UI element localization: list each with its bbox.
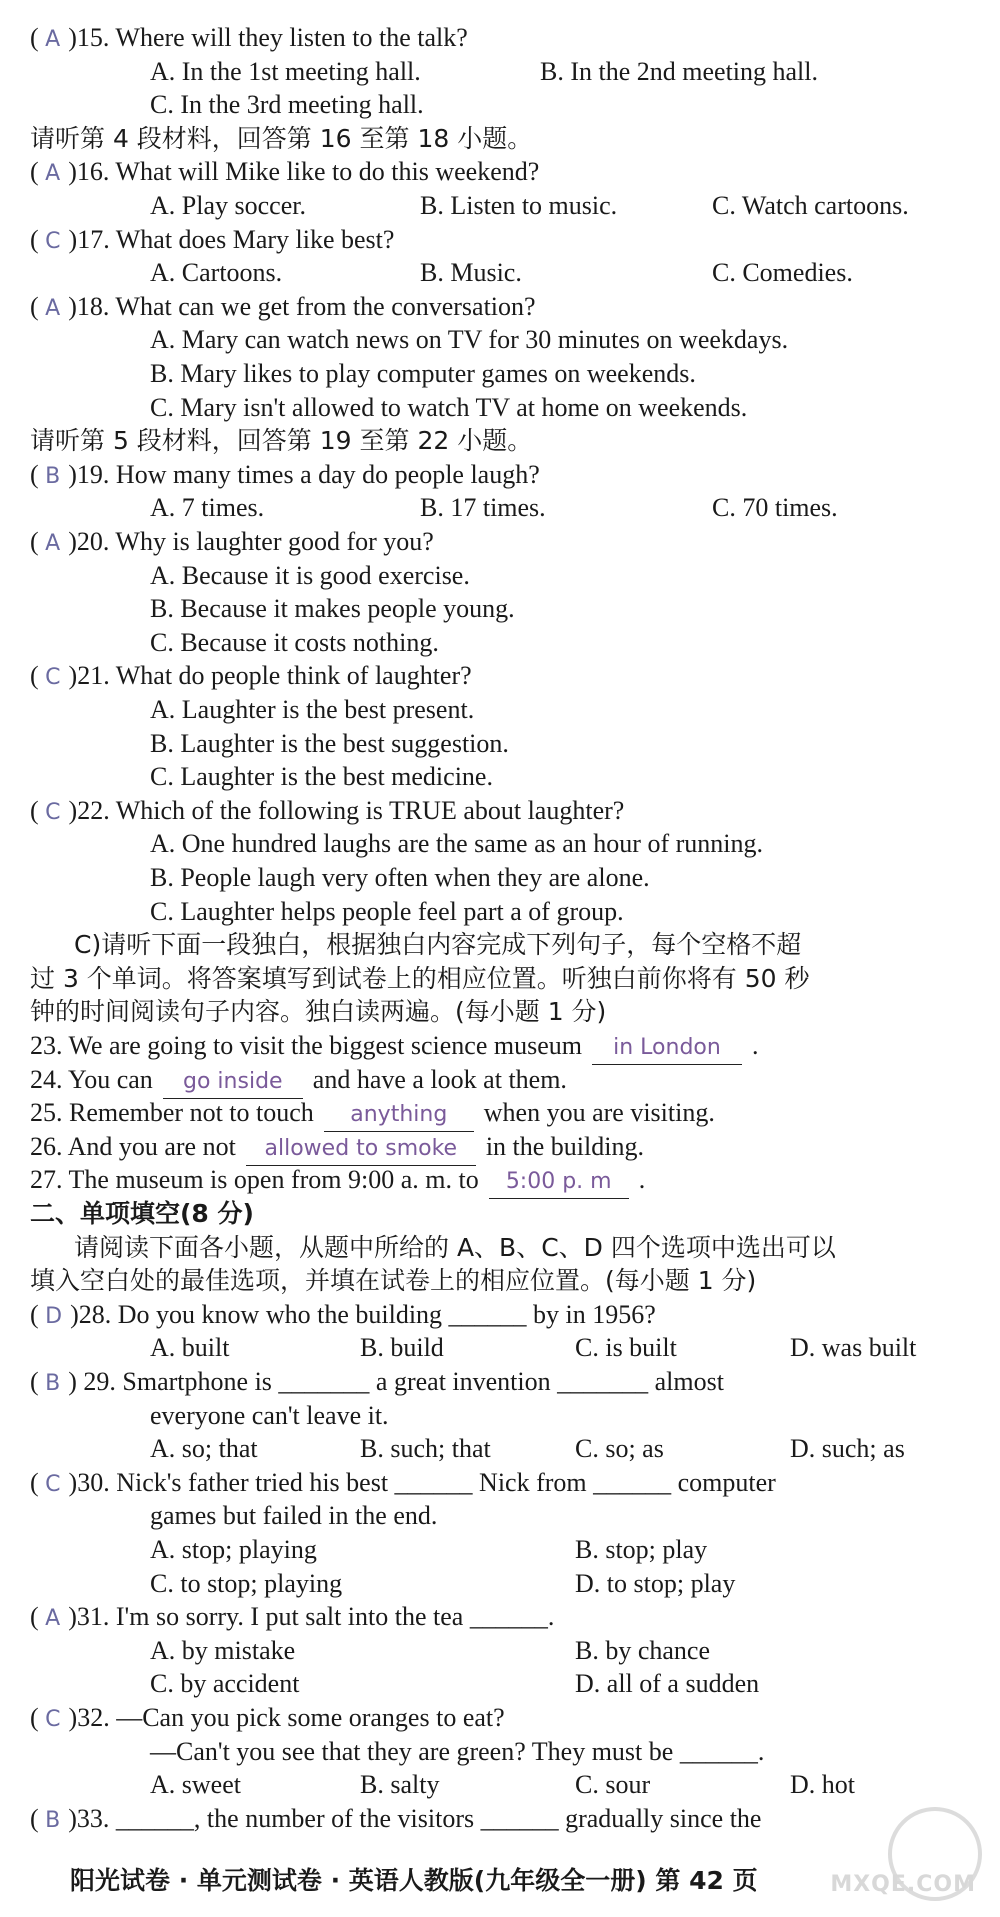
paren-open: ( (30, 1602, 46, 1632)
paren-open: ( (30, 157, 46, 187)
question-row (30, 1366, 724, 1400)
answer-mark: C (45, 228, 61, 254)
answer-option: B. Music. (420, 258, 522, 288)
paren-open: ( (30, 1467, 46, 1497)
answer-option: A. by mistake (150, 1635, 296, 1665)
handwritten-answer: go inside (163, 1066, 303, 1099)
section-instruction: 填入空白处的最佳选项，并填在试卷上的相应位置。(每小题 1 分) (30, 1266, 757, 1296)
answer-option: A. Cartoons. (150, 258, 283, 288)
answer-option: C. 70 times. (712, 493, 838, 523)
paren-open: ( (30, 459, 46, 489)
answer-option: A. so; that (150, 1434, 258, 1464)
answer-option: B. Because it makes people young. (150, 594, 515, 624)
fill-in-suffix: and have a look at them. (312, 1064, 567, 1094)
answer-option: C. Laughter is the best medicine. (150, 762, 493, 792)
answer-option: C. Watch cartoons. (712, 191, 909, 220)
question-text: )21. What do people think of laughter? (68, 661, 472, 691)
answer-mark: C (45, 799, 61, 825)
question-text: )17. What does Mary like best? (68, 224, 395, 254)
paren-open: ( (30, 291, 46, 321)
section-instruction: 请阅读下面各小题，从题中所给的 A、B、C、D 四个选项中选出可以 (74, 1232, 836, 1262)
answer-option: C. Mary isn't allowed to watch TV at home on weekends. (150, 392, 748, 422)
answer-option: A. One hundred laughs are the same as an hour of running. (150, 829, 763, 859)
fill-in-row (30, 1164, 645, 1199)
answer-option: A. In the 1st meeting hall. (150, 56, 421, 86)
answer-option: B. In the 2nd meeting hall. (540, 56, 819, 86)
section-title: 二、单项填空(8 分) (30, 1199, 254, 1228)
question-text: )16. What will Mike like to do this weekend? (68, 157, 540, 187)
answer-option: B. by chance (575, 1635, 711, 1665)
question-text: )32. —Can you pick some oranges to eat? (68, 1703, 505, 1732)
paren-open: ( (30, 1367, 46, 1396)
section-instruction: 请听第 4 段材料，回答第 16 至第 18 小题。 (30, 123, 533, 153)
answer-option: C. sour (575, 1770, 651, 1800)
question-text: )22. Which of the following is TRUE about laughter? (68, 795, 625, 825)
question-row (30, 459, 540, 493)
answer-mark: B (45, 463, 61, 489)
answer-option: B. Mary likes to play computer games on weekends. (150, 359, 696, 388)
question-continuation: —Can't you see that they are green? They must be ______. (150, 1736, 765, 1766)
fill-in-prompt: 24. You can (30, 1064, 153, 1094)
question-text: )18. What can we get from the conversation? (68, 291, 536, 321)
fill-in-suffix: in the building. (485, 1131, 644, 1161)
answer-option: D. hot (790, 1770, 855, 1800)
paren-open: ( (30, 795, 46, 825)
answer-option: C. so; as (575, 1434, 664, 1464)
answer-option: D. such; as (790, 1434, 905, 1464)
answer-option: D. to stop; play (575, 1568, 736, 1598)
section-c-instruction: 钟的时间阅读句子内容。独白读两遍。(每小题 1 分) (30, 997, 607, 1027)
answer-mark: C (45, 665, 61, 691)
answer-option: B. People laugh very often when they are alone. (150, 863, 650, 892)
handwritten-answer: in London (592, 1032, 742, 1065)
answer-mark: C (45, 1471, 61, 1497)
answer-mark: B (45, 1371, 61, 1396)
answer-option: D. all of a sudden (575, 1669, 760, 1699)
answer-option: B. 17 times. (420, 493, 546, 523)
answer-option: D. was built (790, 1333, 917, 1363)
answer-option: C. In the 3rd meeting hall. (150, 90, 424, 120)
answer-option: A. Play soccer. (150, 191, 306, 220)
answer-mark: A (45, 27, 61, 52)
paren-open: ( (30, 224, 46, 254)
answer-option: B. build (360, 1333, 444, 1363)
paren-open: ( (30, 1299, 46, 1329)
question-text: )30. Nick's father tried his best ______ Nick from ______ computer (68, 1467, 776, 1497)
question-row (30, 660, 472, 694)
handwritten-answer: allowed to smoke (246, 1133, 476, 1166)
question-row (30, 22, 468, 56)
page-footer: 阳光试卷 · 单元测试卷 · 英语人教版(九年级全一册) 第 42 页 (70, 1866, 758, 1895)
fill-in-suffix: . (638, 1165, 646, 1195)
fill-in-prompt: 25. Remember not to touch (30, 1098, 314, 1128)
paren-open: ( (30, 1803, 46, 1833)
question-row (30, 1702, 505, 1736)
fill-in-row (30, 1030, 758, 1065)
question-text: )20. Why is laughter good for you? (68, 527, 434, 556)
answer-mark: D (45, 1303, 63, 1329)
answer-option: A. stop; playing (150, 1535, 317, 1564)
handwritten-answer: 5:00 p. m (489, 1166, 629, 1199)
answer-option: B. stop; play (575, 1535, 708, 1564)
answer-mark: A (45, 161, 61, 187)
section-instruction: 请听第 5 段材料，回答第 19 至第 22 小题。 (30, 426, 533, 456)
section-c-instruction: 过 3 个单词。将答案填写到试卷上的相应位置。听独白前你将有 50 秒 (30, 963, 810, 993)
answer-option: A. 7 times. (150, 493, 265, 523)
fill-in-prompt: 23. We are going to visit the biggest science museum (30, 1031, 582, 1060)
answer-option: C. Because it costs nothing. (150, 627, 439, 657)
answer-option: B. such; that (360, 1434, 491, 1464)
fill-in-prompt: 26. And you are not (30, 1131, 236, 1161)
question-text: )31. I'm so sorry. I put salt into the tea ______. (68, 1602, 555, 1632)
answer-option: C. Comedies. (712, 258, 853, 288)
question-row (30, 1299, 656, 1333)
answer-option: B. Listen to music. (420, 191, 618, 220)
answer-option: B. Laughter is the best suggestion. (150, 728, 509, 758)
paren-open: ( (30, 1703, 46, 1732)
paren-open: ( (30, 23, 46, 52)
fill-in-suffix: when you are visiting. (483, 1098, 715, 1128)
answer-option: C. to stop; playing (150, 1568, 343, 1598)
watermark-text: MXQE.COM (830, 1872, 976, 1897)
answer-mark: A (45, 1606, 61, 1632)
answer-option: C. Laughter helps people feel part a of group. (150, 896, 624, 926)
answer-mark: A (45, 295, 61, 321)
answer-mark: A (45, 531, 61, 556)
question-row (30, 224, 394, 258)
question-continuation: everyone can't leave it. (150, 1400, 389, 1430)
question-continuation: games but failed in the end. (150, 1501, 438, 1531)
answer-option: C. by accident (150, 1669, 300, 1699)
question-row (30, 1601, 554, 1635)
question-text: ) 29. Smartphone is _______ a great invention _______ almost (68, 1367, 724, 1396)
question-text: )28. Do you know who the building ______ by in 1956? (70, 1299, 656, 1329)
answer-option: A. Mary can watch news on TV for 30 minutes on weekdays. (150, 325, 789, 355)
question-row (30, 291, 536, 325)
question-row (30, 1467, 776, 1501)
question-text: )19. How many times a day do people laugh? (68, 459, 540, 489)
answer-mark: C (45, 1707, 61, 1732)
answer-option: B. salty (360, 1770, 440, 1800)
handwritten-answer: anything (324, 1099, 474, 1132)
section-c-instruction: C)请听下面一段独白，根据独白内容完成下列句子，每个空格不超 (74, 930, 802, 960)
paren-open: ( (30, 527, 46, 556)
fill-in-row (30, 1131, 644, 1166)
answer-option: A. Laughter is the best present. (150, 695, 475, 724)
fill-in-prompt: 27. The museum is open from 9:00 a. m. to (30, 1165, 479, 1195)
fill-in-row (30, 1097, 715, 1132)
answer-mark: B (45, 1807, 61, 1833)
question-text: )33. ______, the number of the visitors ______ gradually since the (68, 1803, 762, 1833)
question-row (30, 1803, 761, 1837)
answer-option: A. Because it is good exercise. (150, 560, 470, 590)
answer-option: A. built (150, 1333, 230, 1363)
watermark-logo (832, 1807, 982, 1897)
question-row (30, 156, 539, 190)
fill-in-suffix: . (751, 1031, 759, 1060)
question-row (30, 795, 624, 829)
paren-open: ( (30, 661, 46, 691)
answer-option: C. is built (575, 1333, 677, 1363)
fill-in-row (30, 1064, 567, 1099)
answer-option: A. sweet (150, 1770, 241, 1800)
question-row (30, 526, 434, 560)
question-text: )15. Where will they listen to the talk? (68, 23, 468, 52)
